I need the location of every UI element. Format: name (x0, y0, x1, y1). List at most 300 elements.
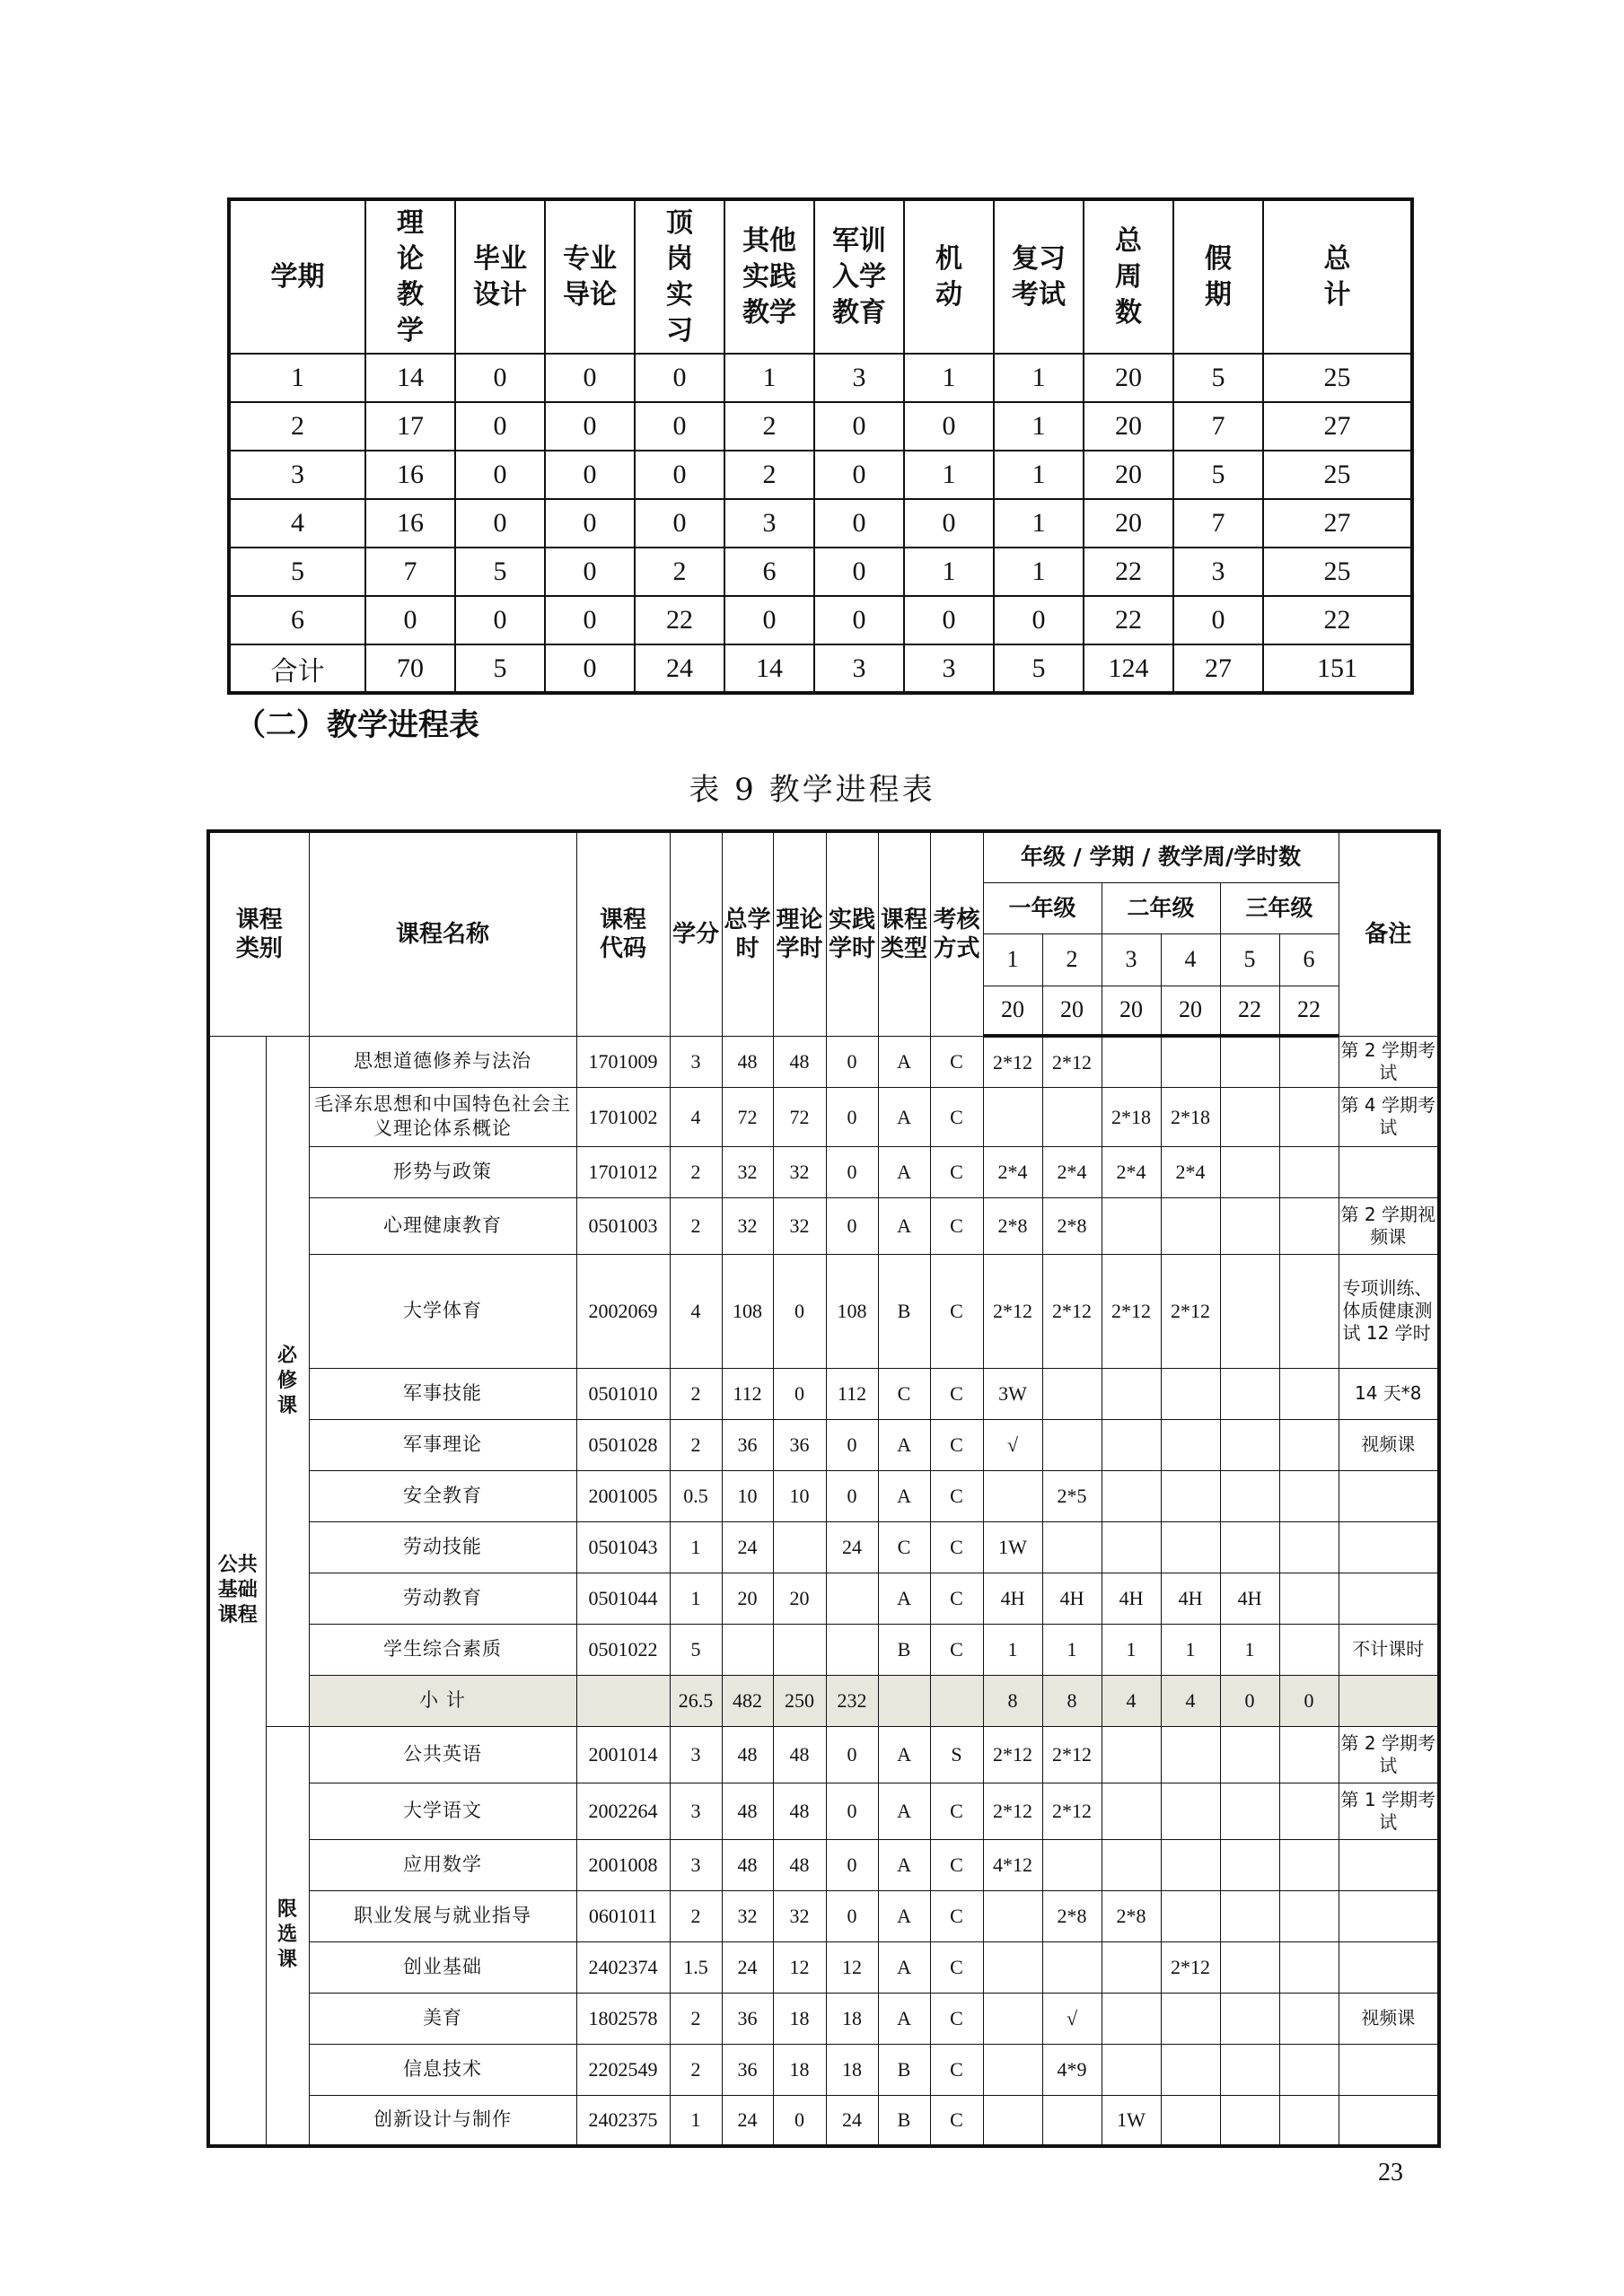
course-remark (1339, 1146, 1439, 1197)
course-code: 1701012 (576, 1146, 670, 1197)
course-remark (1339, 2044, 1439, 2095)
course-name: 军事理论 (309, 1419, 576, 1470)
subtotal-semester-hours: 4 (1102, 1675, 1161, 1726)
week-count-cell: 0 (455, 402, 545, 451)
course-row (208, 1521, 1439, 1573)
course-practice-hours: 0 (826, 1890, 878, 1941)
semester-hours: 4*12 (983, 1839, 1042, 1890)
header-course-category: 课程 类别 (208, 831, 309, 1036)
week-count-cell: 25 (1263, 451, 1412, 499)
semester-hours (1161, 1470, 1220, 1521)
course-remark (1339, 1890, 1439, 1941)
week-count-cell: 20 (1084, 451, 1173, 499)
semester-hours (1279, 1726, 1339, 1783)
course-type: A (878, 1993, 930, 2044)
header-weeks: 20 (1042, 986, 1102, 1036)
course-name: 劳动技能 (309, 1521, 576, 1573)
semester-hours (1279, 2095, 1339, 2146)
semester-hours: 1W (1102, 2095, 1161, 2146)
week-count-cell: 2 (724, 451, 814, 499)
header-course-code: 课程 代码 (576, 831, 670, 1036)
course-theory-hours (773, 1624, 826, 1675)
course-credit: 2 (670, 1146, 722, 1197)
t9-header-row-1 (208, 831, 1439, 882)
semester-hours (1279, 1839, 1339, 1890)
semester-hours (1220, 1419, 1279, 1470)
course-row (208, 1726, 1439, 1783)
week-count-cell: 7 (365, 548, 455, 596)
course-type: A (878, 1726, 930, 1783)
semester-hours (1220, 1993, 1279, 2044)
course-name: 公共英语 (309, 1726, 576, 1783)
course-assessment: C (930, 1470, 983, 1521)
subtotal-semester-hours: 0 (1279, 1675, 1339, 1726)
course-theory-hours: 72 (773, 1087, 826, 1146)
course-name: 心理健康教育 (309, 1197, 576, 1254)
subtotal-semester-hours: 8 (983, 1675, 1042, 1726)
course-credit: 2 (670, 1993, 722, 2044)
course-total-hours: 72 (722, 1087, 773, 1146)
course-row (208, 1624, 1439, 1675)
course-credit: 5 (670, 1624, 722, 1675)
semester-hours: 2*12 (983, 1036, 1042, 1087)
semester-hours: 2*8 (1102, 1890, 1161, 1941)
course-assessment: C (930, 1839, 983, 1890)
week-count-cell: 0 (635, 354, 724, 402)
course-code: 1701009 (576, 1036, 670, 1087)
course-total-hours: 24 (722, 1941, 773, 1993)
course-practice-hours: 0 (826, 1087, 878, 1146)
course-total-hours: 48 (722, 1036, 773, 1087)
course-name: 思想道德修养与法治 (309, 1036, 576, 1087)
week-count-cell: 3 (1173, 548, 1263, 596)
course-row (208, 1254, 1439, 1368)
course-theory-hours: 0 (773, 1368, 826, 1419)
subtotal-assessment (930, 1675, 983, 1726)
subtotal-theory-hours: 250 (773, 1675, 826, 1726)
table8-row (229, 644, 1412, 693)
semester-hours (1279, 1890, 1339, 1941)
semester-hours (1220, 1146, 1279, 1197)
week-count-cell: 5 (1173, 451, 1263, 499)
course-type: A (878, 1146, 930, 1197)
course-name: 美育 (309, 1993, 576, 2044)
course-credit: 1.5 (670, 1941, 722, 1993)
week-count-cell: 16 (365, 499, 455, 548)
subtotal-type (878, 1675, 930, 1726)
header-course-name: 课程名称 (309, 831, 576, 1036)
semester-hours (1102, 1197, 1161, 1254)
course-practice-hours: 0 (826, 1419, 878, 1470)
course-total-hours: 36 (722, 2044, 773, 2095)
week-count-cell: 1 (994, 548, 1084, 596)
semester-hours (1220, 1087, 1279, 1146)
course-theory-hours: 10 (773, 1470, 826, 1521)
course-code: 2001005 (576, 1470, 670, 1521)
course-practice-hours: 112 (826, 1368, 878, 1419)
semester-hours (1102, 1993, 1161, 2044)
header-grade-semester: 年级 / 学期 / 教学周/学时数 (983, 831, 1339, 882)
course-theory-hours (773, 1521, 826, 1573)
header-semester: 3 (1102, 933, 1161, 986)
course-credit: 2 (670, 1368, 722, 1419)
semester-hours: 2*12 (983, 1726, 1042, 1783)
semester-hours (1279, 1993, 1339, 2044)
semester-hours (1279, 1036, 1339, 1087)
semester-hours (1279, 1254, 1339, 1368)
semester-hours: 1 (1161, 1624, 1220, 1675)
course-assessment: C (930, 1521, 983, 1573)
t8-header: 学期 (229, 199, 365, 354)
course-remark (1339, 1573, 1439, 1624)
course-type: A (878, 1470, 930, 1521)
course-type: A (878, 1941, 930, 1993)
semester-cell: 6 (229, 596, 365, 644)
weeks-allocation-table (227, 197, 1414, 695)
week-count-cell: 3 (814, 644, 904, 693)
table8-row (229, 499, 1412, 548)
course-practice-hours: 0 (826, 1726, 878, 1783)
subcategory-elective: 限 选 课 (266, 1726, 309, 2146)
subtotal-credit: 26.5 (670, 1675, 722, 1726)
week-count-cell: 151 (1263, 644, 1412, 693)
semester-cell: 1 (229, 354, 365, 402)
week-count-cell: 27 (1263, 402, 1412, 451)
course-theory-hours: 18 (773, 1993, 826, 2044)
course-code: 0501043 (576, 1521, 670, 1573)
course-remark (1339, 1839, 1439, 1890)
semester-hours (1042, 1087, 1102, 1146)
semester-hours (1220, 1197, 1279, 1254)
week-count-cell: 20 (1084, 499, 1173, 548)
semester-hours (1279, 1941, 1339, 1993)
semester-hours (1279, 1624, 1339, 1675)
semester-hours (1102, 2044, 1161, 2095)
course-theory-hours: 12 (773, 1941, 826, 1993)
semester-hours (1279, 1573, 1339, 1624)
course-code: 2202549 (576, 2044, 670, 2095)
semester-hours: 2*8 (1042, 1197, 1102, 1254)
semester-hours (1042, 1839, 1102, 1890)
course-total-hours: 36 (722, 1419, 773, 1470)
week-count-cell: 0 (365, 596, 455, 644)
semester-hours (1102, 1839, 1161, 1890)
course-row (208, 1036, 1439, 1087)
semester-hours (1279, 1470, 1339, 1521)
week-count-cell: 0 (455, 499, 545, 548)
semester-hours (1102, 1368, 1161, 1419)
course-total-hours: 112 (722, 1368, 773, 1419)
week-count-cell: 1 (994, 354, 1084, 402)
course-type: A (878, 1839, 930, 1890)
semester-hours (1161, 1726, 1220, 1783)
header-course-type: 课程 类型 (878, 831, 930, 1036)
week-count-cell: 0 (635, 499, 724, 548)
week-count-cell: 0 (1173, 596, 1263, 644)
course-practice-hours: 24 (826, 1521, 878, 1573)
semester-hours (1220, 1783, 1279, 1839)
week-count-cell: 1 (994, 499, 1084, 548)
table8-body (229, 354, 1412, 693)
table8-row (229, 548, 1412, 596)
course-credit: 4 (670, 1087, 722, 1146)
course-assessment: C (930, 1941, 983, 1993)
semester-hours (1161, 2095, 1220, 2146)
teaching-schedule-table (206, 829, 1441, 2148)
course-theory-hours: 18 (773, 2044, 826, 2095)
course-total-hours: 20 (722, 1573, 773, 1624)
semester-hours (983, 2095, 1042, 2146)
course-theory-hours: 48 (773, 1839, 826, 1890)
course-row (208, 1197, 1439, 1254)
course-name: 军事技能 (309, 1368, 576, 1419)
semester-hours: √ (983, 1419, 1042, 1470)
course-type: A (878, 1197, 930, 1254)
course-credit: 4 (670, 1254, 722, 1368)
week-count-cell: 0 (545, 451, 635, 499)
week-count-cell: 0 (545, 596, 635, 644)
course-credit: 3 (670, 1726, 722, 1783)
course-row (208, 1470, 1439, 1521)
t8-header: 机 动 (904, 199, 994, 354)
week-count-cell: 1 (904, 451, 994, 499)
semester-hours: 2*12 (1042, 1254, 1102, 1368)
week-count-cell: 22 (1084, 596, 1173, 644)
week-count-cell: 0 (814, 548, 904, 596)
course-total-hours: 48 (722, 1839, 773, 1890)
semester-hours: 2*18 (1102, 1087, 1161, 1146)
semester-hours (1220, 1890, 1279, 1941)
header-credit: 学分 (670, 831, 722, 1036)
course-remark (1339, 2095, 1439, 2146)
semester-hours: 2*12 (1042, 1783, 1102, 1839)
course-practice-hours: 18 (826, 1993, 878, 2044)
course-credit: 2 (670, 1419, 722, 1470)
semester-cell: 5 (229, 548, 365, 596)
semester-hours: 2*4 (1102, 1146, 1161, 1197)
table8-row (229, 402, 1412, 451)
header-year-1: 一年级 (983, 882, 1102, 933)
t8-header: 顶 岗 实 习 (635, 199, 724, 354)
course-name: 职业发展与就业指导 (309, 1890, 576, 1941)
week-count-cell: 1 (994, 451, 1084, 499)
course-remark (1339, 1470, 1439, 1521)
course-type: B (878, 1254, 930, 1368)
t8-header: 毕业 设计 (455, 199, 545, 354)
course-type: A (878, 1087, 930, 1146)
week-count-cell: 0 (635, 451, 724, 499)
course-remark: 第 4 学期考试 (1339, 1087, 1439, 1146)
semester-hours (1220, 1254, 1279, 1368)
header-practice-hours: 实践 学时 (826, 831, 878, 1036)
course-name: 创业基础 (309, 1941, 576, 1993)
semester-hours (1102, 1783, 1161, 1839)
semester-hours: 2*8 (1042, 1890, 1102, 1941)
semester-hours (983, 1087, 1042, 1146)
semester-hours (1220, 1726, 1279, 1783)
subtotal-label: 小 计 (309, 1675, 576, 1726)
course-type: A (878, 1890, 930, 1941)
header-semester: 6 (1279, 933, 1339, 986)
course-code: 2001014 (576, 1726, 670, 1783)
course-credit: 3 (670, 1036, 722, 1087)
week-count-cell: 0 (545, 548, 635, 596)
course-credit: 1 (670, 1573, 722, 1624)
week-count-cell: 70 (365, 644, 455, 693)
course-name: 毛泽东思想和中国特色社会主义理论体系概论 (309, 1087, 576, 1146)
course-row (208, 1368, 1439, 1419)
course-name: 安全教育 (309, 1470, 576, 1521)
week-count-cell: 14 (724, 644, 814, 693)
week-count-cell: 20 (1084, 402, 1173, 451)
semester-hours (1279, 1197, 1339, 1254)
semester-hours (1279, 1087, 1339, 1146)
t8-header: 复习 考试 (994, 199, 1084, 354)
course-total-hours: 24 (722, 2095, 773, 2146)
course-name: 大学体育 (309, 1254, 576, 1368)
course-row (208, 1993, 1439, 2044)
week-count-cell: 20 (1084, 354, 1173, 402)
semester-hours (1102, 1036, 1161, 1087)
course-remark: 第 2 学期考试 (1339, 1036, 1439, 1087)
table8-header-row (229, 199, 1412, 354)
t8-header: 军训 入学 教育 (814, 199, 904, 354)
header-semester: 5 (1220, 933, 1279, 986)
subtotal-semester-hours: 4 (1161, 1675, 1220, 1726)
course-total-hours: 32 (722, 1197, 773, 1254)
week-count-cell: 0 (904, 402, 994, 451)
subtotal-semester-hours: 8 (1042, 1675, 1102, 1726)
course-practice-hours: 0 (826, 1197, 878, 1254)
semester-hours (1220, 1470, 1279, 1521)
course-code: 1701002 (576, 1087, 670, 1146)
course-name: 创新设计与制作 (309, 2095, 576, 2146)
semester-hours (1279, 1146, 1339, 1197)
course-row (208, 2044, 1439, 2095)
week-count-cell: 17 (365, 402, 455, 451)
course-assessment: C (930, 1254, 983, 1368)
course-assessment: C (930, 2044, 983, 2095)
course-type: B (878, 1624, 930, 1675)
header-semester: 1 (983, 933, 1042, 986)
course-practice-hours: 12 (826, 1941, 878, 1993)
course-practice-hours: 0 (826, 1146, 878, 1197)
week-count-cell: 1 (904, 354, 994, 402)
week-count-cell: 0 (994, 596, 1084, 644)
course-theory-hours: 48 (773, 1036, 826, 1087)
table8-row (229, 451, 1412, 499)
header-weeks: 22 (1220, 986, 1279, 1036)
semester-hours (1220, 1036, 1279, 1087)
header-weeks: 20 (1102, 986, 1161, 1036)
course-total-hours: 24 (722, 1521, 773, 1573)
course-assessment: C (930, 2095, 983, 2146)
semester-hours (1102, 1521, 1161, 1573)
week-count-cell: 24 (635, 644, 724, 693)
course-total-hours: 32 (722, 1890, 773, 1941)
week-count-cell: 0 (455, 596, 545, 644)
course-total-hours (722, 1624, 773, 1675)
course-assessment: C (930, 1993, 983, 2044)
semester-hours: 4H (1161, 1573, 1220, 1624)
week-count-cell: 3 (814, 354, 904, 402)
course-credit: 2 (670, 2044, 722, 2095)
semester-hours: 3W (983, 1368, 1042, 1419)
course-assessment: S (930, 1726, 983, 1783)
week-count-cell: 0 (814, 596, 904, 644)
course-code: 0601011 (576, 1890, 670, 1941)
semester-hours: 2*12 (1042, 1036, 1102, 1087)
semester-hours: 2*18 (1161, 1087, 1220, 1146)
page-number: 23 (1378, 2159, 1403, 2186)
course-row (208, 1941, 1439, 1993)
semester-hours (1220, 1941, 1279, 1993)
course-remark (1339, 1941, 1439, 1993)
semester-hours (1102, 1726, 1161, 1783)
semester-hours (1279, 2044, 1339, 2095)
header-assessment: 考核 方式 (930, 831, 983, 1036)
course-code: 0501022 (576, 1624, 670, 1675)
course-remark: 视频课 (1339, 1419, 1439, 1470)
semester-hours: 2*12 (1161, 1941, 1220, 1993)
course-row (208, 1146, 1439, 1197)
course-theory-hours: 32 (773, 1197, 826, 1254)
week-count-cell: 27 (1263, 499, 1412, 548)
subtotal-row (208, 1675, 1439, 1726)
semester-hours (983, 1993, 1042, 2044)
course-type: A (878, 1783, 930, 1839)
course-total-hours: 48 (722, 1726, 773, 1783)
course-credit: 3 (670, 1783, 722, 1839)
semester-hours: √ (1042, 1993, 1102, 2044)
course-remark (1339, 1521, 1439, 1573)
course-credit: 2 (670, 1890, 722, 1941)
semester-hours (1279, 1783, 1339, 1839)
course-name: 劳动教育 (309, 1573, 576, 1624)
week-count-cell: 0 (635, 402, 724, 451)
semester-hours: 4H (1042, 1573, 1102, 1624)
semester-hours: 1 (1220, 1624, 1279, 1675)
week-count-cell: 0 (545, 402, 635, 451)
week-count-cell: 25 (1263, 354, 1412, 402)
header-weeks: 20 (983, 986, 1042, 1036)
course-row (208, 2095, 1439, 2146)
semester-hours: 1 (983, 1624, 1042, 1675)
course-assessment: C (930, 1783, 983, 1839)
semester-hours: 2*4 (983, 1146, 1042, 1197)
week-count-cell: 5 (455, 548, 545, 596)
semester-hours (983, 1941, 1042, 1993)
semester-hours (1220, 1368, 1279, 1419)
course-practice-hours: 24 (826, 2095, 878, 2146)
week-count-cell: 3 (904, 644, 994, 693)
semester-hours (1220, 2044, 1279, 2095)
course-type: B (878, 2095, 930, 2146)
semester-hours: 2*4 (1161, 1146, 1220, 1197)
semester-hours (1161, 1521, 1220, 1573)
course-name: 形势与政策 (309, 1146, 576, 1197)
semester-hours (1161, 1783, 1220, 1839)
semester-hours (1279, 1419, 1339, 1470)
week-count-cell: 0 (545, 644, 635, 693)
semester-hours: 2*12 (983, 1254, 1042, 1368)
week-count-cell: 22 (1084, 548, 1173, 596)
course-row (208, 1087, 1439, 1146)
week-count-cell: 5 (455, 644, 545, 693)
semester-hours: 2*12 (1042, 1726, 1102, 1783)
semester-hours: 2*12 (983, 1783, 1042, 1839)
course-practice-hours: 108 (826, 1254, 878, 1368)
